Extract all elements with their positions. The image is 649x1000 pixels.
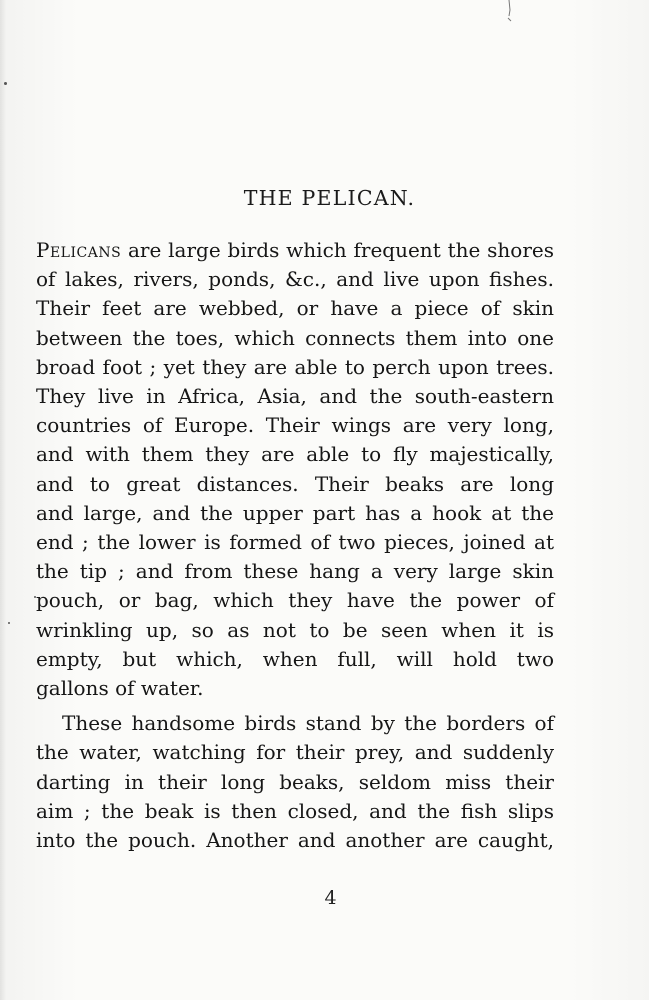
text-line: They live in Africa, Asia, and the south-eastern xyxy=(36,384,554,409)
text-line: broad foot ; yet they are able to perch upon trees. xyxy=(36,354,554,379)
text-line: and with them they are able to fly majestically, xyxy=(36,442,554,467)
text-line: end ; the lower is formed of two pieces, joined at xyxy=(36,530,554,555)
text-line: and to great distances. Their beaks are long xyxy=(36,471,554,496)
print-speck xyxy=(4,82,7,85)
text-line: of lakes, rivers, ponds, &c., and live upon fishes. xyxy=(36,267,554,292)
text-line: the water, watching for their prey, and suddenly xyxy=(36,740,554,765)
text-line: empty, but which, when full, will hold two xyxy=(36,646,554,671)
text-line: between the toes, which connects them into one xyxy=(36,325,554,350)
text-line: gallons of water. xyxy=(36,676,204,701)
lead-word: Pelicans xyxy=(36,238,122,262)
text-line: aim ; the beak is then closed, and the fish slips xyxy=(36,798,554,823)
pencil-mark xyxy=(504,0,516,24)
text-line: countries of Europe. Their wings are very long, xyxy=(36,413,554,438)
paragraph-2 xyxy=(36,709,554,855)
text-line: These handsome birds stand by the borders of xyxy=(62,711,554,736)
body-text xyxy=(36,236,554,855)
page-number: 4 xyxy=(324,887,337,909)
paragraph-1 xyxy=(36,236,554,703)
text-line: and large, and the upper part has a hook at the xyxy=(36,500,554,525)
text-line: the tip ; and from these hang a very large skin xyxy=(36,559,554,584)
text-line: pouch, or bag, which they have the power of xyxy=(36,588,554,613)
page-gutter-shadow xyxy=(0,0,6,1000)
text-line: Their feet are webbed, or have a piece of skin xyxy=(36,296,554,321)
chapter-title: THE PELICAN. xyxy=(243,186,416,210)
text-line: Pelicans are large birds which frequent the shores xyxy=(36,238,554,262)
print-speck xyxy=(8,622,10,624)
text-line: wrinkling up, so as not to be seen when it is xyxy=(36,617,554,642)
text-line: into the pouch. Another and another are caught, xyxy=(36,828,554,853)
text-line: darting in their long beaks, seldom miss their xyxy=(36,769,554,794)
print-speck xyxy=(34,596,36,598)
